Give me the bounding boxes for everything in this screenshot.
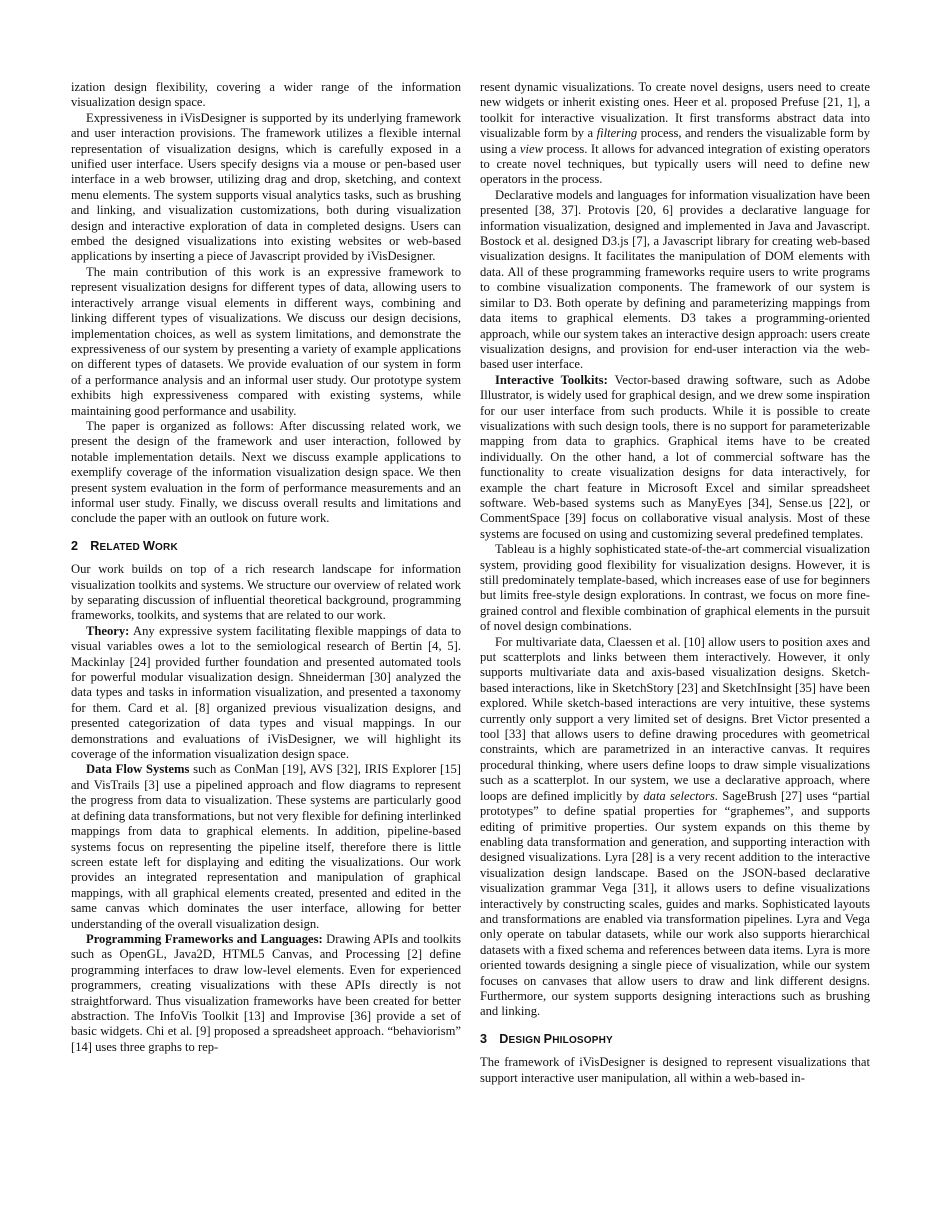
section-title-part: R	[90, 538, 100, 553]
section-number: 3	[480, 1031, 488, 1046]
paragraph	[480, 80, 870, 188]
paragraph-theory	[71, 624, 461, 763]
paragraph: Expressiveness in iVisDesigner is supported by its underlying framework and user interaction provisions. The framework utilizes a flexible internal representation of visualization designs, which is carefully exposed in a unified user interface. Users specify designs via a mouse or pen-based user interface in a web browser, utilizing drag and drop, sketching, and context menu elements. The system supports visual analytics tasks, such as brushing and linking, and visualization customizations, both during visualization design and interactive exploration of data in completed designs. Users can embed the designed visualizations into existing websites or web-based applications by inserting a piece of Javascript provided by iVisDesigner.	[71, 110, 461, 264]
section-title-part: HILOSOPHY	[552, 1034, 613, 1046]
paragraph-text: Vector-based drawing software, such as Adobe Illustrator, is widely used for graphical design, and we drew some inspiration for our user interface from such products. While it is possible to create visualizations with such design tools, there is no support for parameterizable mapping from data to graphics. Graphical items have to be created individually. On the other hand, a lot of commercial software has the functionality to create visualization designs for data interactively, for example the chart feature in Microsoft Excel and similar spreadsheet software. Web-based systems such as ManyEyes [34], Sense.us [22], or CommentSpace [39] focus on collaborative visual analysis. Most of these systems are focused on using and customizing several predefined templates.	[480, 372, 870, 541]
paragraph-text: process. It allows for advanced integration of existing operators to create novel techniques, but typically users will need to define new operators in the process.	[480, 141, 870, 187]
paragraph-data-flow	[71, 762, 461, 931]
paragraph-programming	[71, 932, 461, 1055]
paragraph: The framework of iVisDesigner is designed to represent visualizations that support interactive user manipulation, all within a web-based in-	[480, 1055, 870, 1085]
right-column	[480, 80, 870, 1086]
paragraph-text: process, and renders the visualizable form by using a	[480, 126, 871, 156]
run-in-heading: Data Flow Systems	[86, 762, 190, 777]
section-title-part: W	[142, 538, 156, 553]
section-heading-design-philosophy	[480, 1032, 870, 1048]
run-in-heading: Theory:	[86, 623, 130, 638]
section-title-part: ORK	[155, 541, 178, 553]
paragraph: Our work builds on top of a rich research landscape for information visualization toolkits and systems. We structure our overview of related work by separating discussion of influential theoretical background, programming frameworks, toolkits, and systems that are related to our work.	[71, 562, 461, 623]
paragraph: Tableau is a highly sophisticated state-of-the-art commercial visualization system, providing good flexibility for visualization designs. However, it is still predominately template-based, which increases ease of use for beginners but limits free-style design explorations. In contrast, we focus on more fine-grained control and flexible combination of graphical elements in the pursuit of novel design combinations.	[480, 542, 870, 634]
paragraph-text: . SageBrush [27] uses “partial prototypes” to define spatial properties for “graphemes”, and supports editing of primitive properties. Our system expands on this theme by enabling data transformation and generation, and supporting interaction with designed visualizations. Lyra [28] is a very recent addition to the interactive visualization design landscape. Based on the JSON-based declarative visualization grammar Vega [31], it allows users to define visualizations interactively by constructing scales, guides and marks. Sophisticated layouts and transformations are enabled via transformation pipelines. Lyra and Vega only operate on tabular datasets, while our work also supports hierarchical datasets with a fixed schema and references between data items. Lyra is more oriented towards designing a single piece of visualization, while our system focuses on canvases that allow users to draw and link different designs. Furthermore, our system supports designing interactions such as brushing and linking.	[480, 788, 870, 1019]
paragraph: ization design flexibility, covering a wider range of the information visualization design space.	[71, 80, 461, 110]
section-number: 2	[71, 538, 79, 553]
run-in-heading: Programming Frameworks and Languages:	[86, 931, 323, 946]
paragraph-text: such as ConMan [19], AVS [32], IRIS Explorer [15] and VisTrails [3] use a pipelined approach and flow diagrams to represent the progress from data to visualization. These systems are particularly good at defining data transformations, but not very flexible for defining interlinked mappings from data to graphical elements. In addition, pipeline-based systems focus on representing the pipeline itself, therefore there is little screen estate left for displaying and editing the visualizations. Our work provides an integrated representation and manipulation of graphical mappings, with all graphical elements created, presented and edited in the same canvas which dominates the user interface, allowing for better understanding of the overall visualization design.	[71, 762, 461, 931]
left-column	[71, 80, 461, 1055]
emphasis: filtering	[596, 126, 638, 141]
section-title-part: ELATED	[99, 541, 143, 553]
paragraph-text: resent dynamic visualizations. To create novel designs, users need to create new widgets or inherit existing ones. Heer et al. proposed Prefuse [21, 1], a toolkit for interactive visualization. It first transforms abstract data into visualizable form by a	[480, 80, 870, 141]
section-title-part: D	[499, 1031, 509, 1046]
paragraph: Declarative models and languages for information visualization have been presented [38, 37]. Protovis [20, 6] provides a declarative language for information visualization, designed and implemented in Java and Javascript. Bostock et al. designed D3.js [7], a Javascript library for creating web-based visualization designs. It facilitates the manipulation of DOM elements with data. All of these programming frameworks require users to write programs to combine visualization components. The framework of our system is similar to D3. Both operate by defining and parameterizing mappings from data items to graphical elements. D3 takes a programming-oriented approach, while our system takes an interactive design approach: users create visualization designs, and provision for end-user interaction via the web-based user interface.	[480, 187, 870, 372]
paragraph	[480, 635, 870, 1020]
paragraph: The main contribution of this work is an expressive framework to represent visualization designs for different types of data, allowing users to interactively arrange visual elements in different ways, combining and linking different types of visualizations. We discuss our design decisions, implementation choices, as well as system limitations, and demonstrate the expressiveness of our system by presenting a variety of example applications on different types of datasets. We provide evaluation of our system in form of a performance analysis and an informal user study. Our prototype system exhibits high expressiveness compared with existing systems, while maintaining good performance and usability.	[71, 264, 461, 418]
section-heading-related-work	[71, 539, 461, 555]
paragraph-interactive-toolkits	[480, 373, 870, 542]
paragraph-text: For multivariate data, Claessen et al. [10] allow users to position axes and put scatterplots and links between them interactively. However, it only supports multivariate data and axis-based visualization designs. Sketch-based interactions, like in SketchStory [23] and SketchInsight [35] have been explored. While sketch-based interactions are very intuitive, these systems currently only support a very limited set of designs. Bret Victor presented a tool [33] that allows users to define drawing procedures with geometrical constraints, which are parametrized in an interactive canvas. It requires procedural thinking, where users define loops to draw simple visualizations such as a scatterplot. In our system, we use a declarative approach, where loops are defined implicitly by	[480, 634, 870, 803]
run-in-heading: Interactive Toolkits:	[495, 372, 608, 387]
paragraph-text: Drawing APIs and toolkits such as OpenGL, Java2D, HTML5 Canvas, and Processing [2] define programming interfaces to draw low-level elements. Even for experienced programmers, creating visualizations with these APIs directly is not straightforward. Thus visualization frameworks have been created for better abstraction. The InfoVis Toolkit [13] and Improvise [36] provide a set of basic widgets. Chi et al. [9] proposed a spreadsheet approach. “behaviorism” [14] uses three graphs to rep-	[71, 931, 461, 1054]
paragraph-text: Any expressive system facilitating flexible mappings of data to visual variables owes a lot to the semiological research of Bertin [4, 5]. Mackinlay [24] provided further foundation and presented automated tools for powerful modular visualization design. Shneiderman [30] analyzed the data types and tasks in information visualization, and presented a taxonomy for them. Card et al. [8] organized previous visualization designs, and presented categorization of data types and visual mappings. In our demonstrations and evaluations of iVisDesigner, we will highlight its coverage of the information visualization design space.	[71, 623, 461, 762]
paragraph: The paper is organized as follows: After discussing related work, we present the design of the framework and user interaction, followed by notable implementation details. Next we discuss example applications to exemplify coverage of the information visualization design space. We then present system evaluation in the form of performance measurements and an informal user study. Finally, we discuss overall results and limitations and conclude the paper with an outlook on future work.	[71, 418, 461, 526]
section-title-part: ESIGN	[508, 1034, 544, 1046]
emphasis: view	[519, 141, 543, 156]
emphasis: data selectors	[643, 788, 715, 803]
section-title-part: P	[543, 1031, 553, 1046]
